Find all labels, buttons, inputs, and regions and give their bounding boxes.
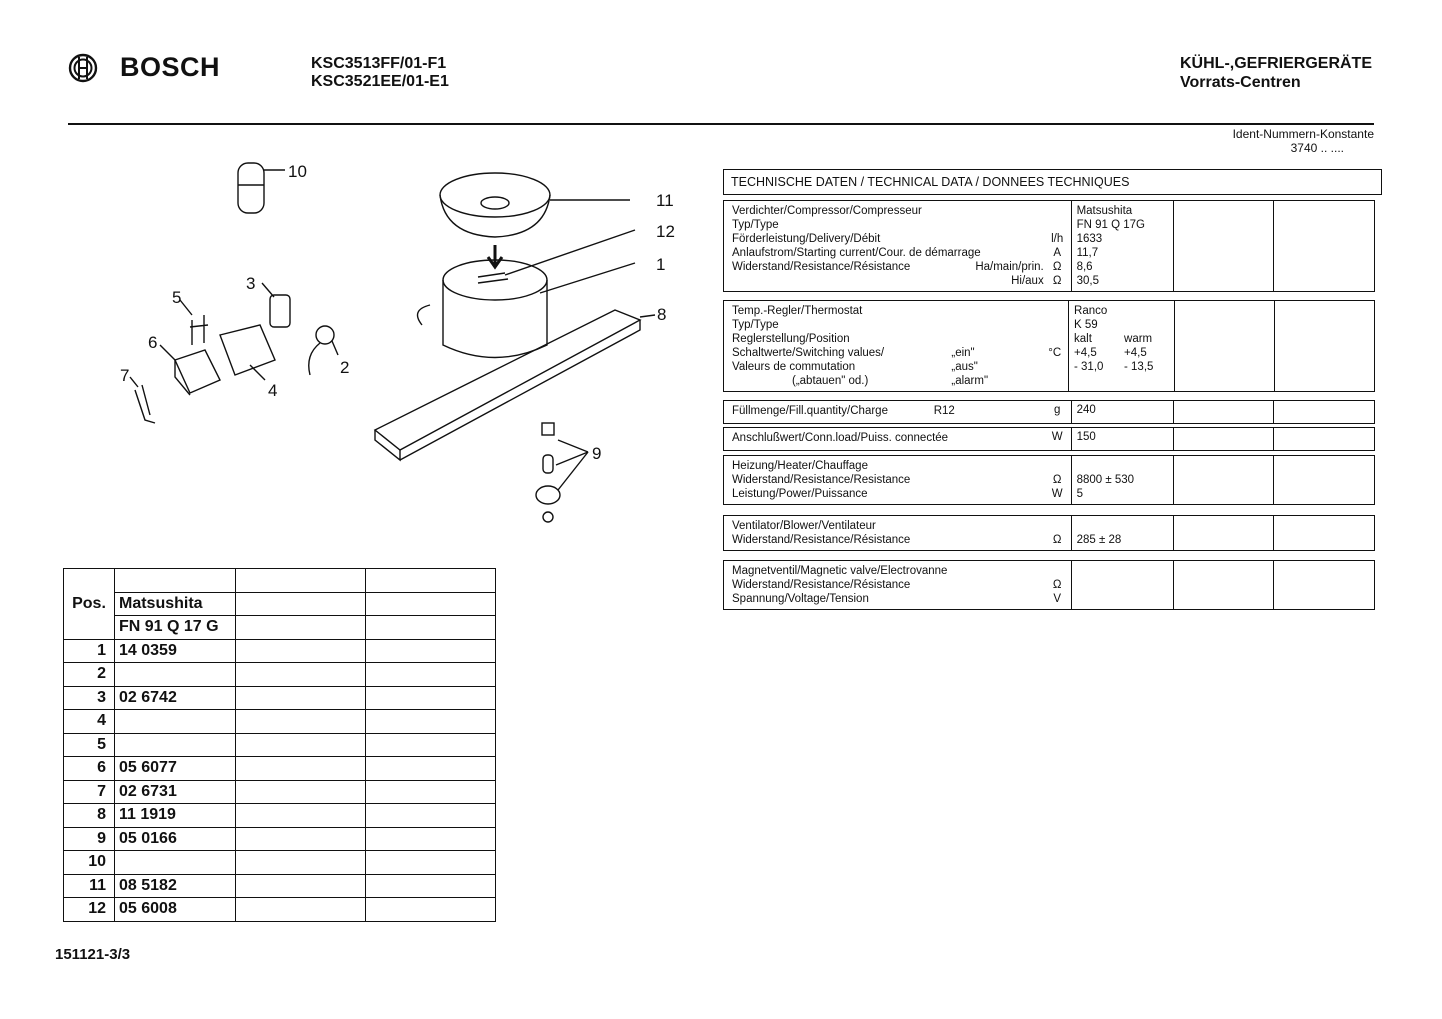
pos-number: 2 xyxy=(64,663,115,687)
value: Matsushita xyxy=(1076,205,1133,217)
type-cell: FN 91 Q 17 G xyxy=(115,616,236,640)
value: 240 xyxy=(1071,401,1173,423)
table-row xyxy=(64,804,496,828)
part-mounting-set xyxy=(536,423,588,522)
part-number xyxy=(115,733,236,757)
unit-label: Ω xyxy=(1052,474,1062,486)
type-label: Typ/Type xyxy=(732,319,779,331)
model-number: KSC3513FF/01-F1 xyxy=(311,55,447,72)
table-row xyxy=(64,874,496,898)
unit-label: V xyxy=(1053,593,1061,605)
heater-label: Heizung/Heater/Chauffage xyxy=(732,460,868,472)
value: K 59 xyxy=(1074,319,1098,331)
valve-label: Magnetventil/Magnetic valve/Electrovanne xyxy=(732,565,948,577)
pos-number: 11 xyxy=(64,874,115,898)
value: 8800 ± 530 xyxy=(1076,474,1135,486)
callout-label: 7 xyxy=(120,366,130,385)
thermostat-section xyxy=(723,300,1375,392)
part-number: 05 6008 xyxy=(115,898,236,922)
pos-number: 5 xyxy=(64,733,115,757)
pos-number: 8 xyxy=(64,804,115,828)
value: - 13,5 xyxy=(1124,361,1154,373)
part-protector xyxy=(220,325,275,380)
value: FN 91 Q 17G xyxy=(1076,219,1145,231)
model-numbers xyxy=(311,55,449,91)
fill-quantity-section xyxy=(723,400,1375,424)
callout-label: 4 xyxy=(268,381,278,400)
part-capacitor xyxy=(238,163,285,213)
on-label: „ein" xyxy=(951,347,975,359)
callout-label: 9 xyxy=(592,444,602,463)
type-label: Typ/Type xyxy=(732,219,779,231)
ident-label: Ident-Nummern-Konstante xyxy=(1232,127,1374,141)
pos-header: Pos. xyxy=(64,569,115,640)
main-winding-label: Ha/main/prin. xyxy=(975,261,1044,273)
commutation-label: Valeurs de commutation xyxy=(732,361,856,373)
thermostat-label: Temp.-Regler/Thermostat xyxy=(732,305,863,317)
unit-label: g xyxy=(1053,404,1061,416)
table-row xyxy=(64,663,496,687)
defrost-label: („abtauen" od.) xyxy=(792,375,869,387)
table-row xyxy=(64,616,496,640)
make-cell: Matsushita xyxy=(115,592,236,616)
unit-label: W xyxy=(1051,431,1063,443)
unit-label: A xyxy=(1053,247,1061,259)
table-row xyxy=(64,639,496,663)
part-number: 02 6742 xyxy=(115,686,236,710)
unit-label: W xyxy=(1051,488,1063,500)
value: - 31,0 xyxy=(1074,361,1104,373)
pos-number: 12 xyxy=(64,898,115,922)
unit-label: Ω xyxy=(1052,534,1062,546)
part-number xyxy=(115,851,236,875)
callout-label: 6 xyxy=(148,333,158,352)
unit-label: Ω xyxy=(1052,261,1062,273)
pos-number: 6 xyxy=(64,757,115,781)
value: 285 ± 28 xyxy=(1076,534,1122,546)
pos-number: 1 xyxy=(64,639,115,663)
callout-label: 8 xyxy=(657,305,667,324)
parts-table-body xyxy=(64,639,496,921)
pos-number: 10 xyxy=(64,851,115,875)
part-number: 14 0359 xyxy=(115,639,236,663)
compressor-label: Verdichter/Compressor/Compresseur xyxy=(732,205,922,217)
resistance-label: Widerstand/Resistance/Résistance xyxy=(732,261,911,273)
callout-label: 1 xyxy=(656,255,666,274)
part-number: 11 1919 xyxy=(115,804,236,828)
delivery-label: Förderleistung/Delivery/Débit xyxy=(732,233,881,245)
part-base-plate xyxy=(375,310,655,460)
voltage-label: Spannung/Voltage/Tension xyxy=(732,593,869,605)
value: 5 xyxy=(1076,488,1083,500)
power-label: Leistung/Power/Puissance xyxy=(732,488,868,500)
part-terminal-cover xyxy=(160,345,220,395)
magnetic-valve-section xyxy=(723,560,1375,610)
product-category xyxy=(1180,54,1372,92)
part-number: 08 5182 xyxy=(115,874,236,898)
callout-label: 12 xyxy=(656,222,675,241)
callout-label: 5 xyxy=(172,288,182,307)
table-row xyxy=(64,851,496,875)
unit-label: Ω xyxy=(1052,579,1062,591)
part-number: 02 6731 xyxy=(115,780,236,804)
connected-load-section xyxy=(723,427,1375,451)
header-divider xyxy=(68,123,1374,125)
value: kalt xyxy=(1074,333,1092,345)
exploded-parts-diagram xyxy=(110,155,710,535)
table-row xyxy=(64,757,496,781)
table-row xyxy=(64,898,496,922)
part-compressor xyxy=(418,230,636,358)
value: warm xyxy=(1124,333,1153,345)
part-cover xyxy=(440,173,630,237)
ident-value: 3740 .. .... xyxy=(1290,141,1344,155)
unit-label: l/h xyxy=(1051,233,1064,245)
category-line: KÜHL-,GEFRIERGERÄTE xyxy=(1180,55,1372,72)
parts-table xyxy=(63,568,496,922)
blower-label: Ventilator/Blower/Ventilateur xyxy=(732,520,876,532)
brand-header xyxy=(68,52,220,83)
table-row xyxy=(64,686,496,710)
bosch-logo-icon xyxy=(68,53,98,83)
part-clip xyxy=(180,300,208,345)
resistance-label: Widerstand/Resistance/Résistance xyxy=(732,579,911,591)
table-row xyxy=(64,827,496,851)
compressor-section xyxy=(723,200,1375,292)
part-cable xyxy=(309,326,338,375)
value: 11,7 xyxy=(1076,247,1099,259)
value: Ranco xyxy=(1074,305,1108,317)
blower-section xyxy=(723,515,1375,551)
pos-number: 3 xyxy=(64,686,115,710)
part-number xyxy=(115,663,236,687)
value: 1633 xyxy=(1076,233,1103,245)
part-number xyxy=(115,710,236,734)
part-number: 05 6077 xyxy=(115,757,236,781)
part-relay xyxy=(262,283,290,327)
value: +4,5 xyxy=(1074,347,1097,359)
resistance-label: Widerstand/Resistance/Resistance xyxy=(732,474,911,486)
alarm-label: „alarm" xyxy=(951,375,989,387)
document-number: 151121-3/3 xyxy=(55,946,131,963)
value: +4,5 xyxy=(1124,347,1147,359)
part-bracket xyxy=(130,377,155,423)
pos-number: 4 xyxy=(64,710,115,734)
part-number: 05 0166 xyxy=(115,827,236,851)
category-line: Vorrats-Centren xyxy=(1180,74,1301,91)
callout-label: 2 xyxy=(340,358,350,377)
pos-number: 7 xyxy=(64,780,115,804)
off-label: „aus" xyxy=(951,361,978,373)
callout-label: 3 xyxy=(246,274,256,293)
fill-label: Füllmenge/Fill.quantity/Charge xyxy=(732,405,888,417)
callout-label: 10 xyxy=(288,162,307,181)
brand-name: BOSCH xyxy=(120,52,221,82)
resistance-label: Widerstand/Resistance/Résistance xyxy=(732,534,911,546)
table-row xyxy=(64,780,496,804)
value: 150 xyxy=(1071,428,1173,450)
unit-label: Ω xyxy=(1052,275,1062,287)
table-row xyxy=(64,733,496,757)
tech-data-title: TECHNISCHE DATEN / TECHNICAL DATA / DONNEES TECHNIQUES xyxy=(723,169,1382,195)
load-label: Anschlußwert/Conn.load/Puiss. connectée xyxy=(732,432,949,444)
table-row xyxy=(64,710,496,734)
table-row xyxy=(64,592,496,616)
starting-current-label: Anlaufstrom/Starting current/Cour. de démarrage xyxy=(732,247,981,259)
unit-label: °C xyxy=(1048,347,1062,359)
aux-winding-label: Hi/aux xyxy=(1011,275,1044,287)
heater-section xyxy=(723,455,1375,505)
model-number: KSC3521EE/01-E1 xyxy=(311,73,449,90)
refrigerant-label: R12 xyxy=(933,405,955,417)
value: 30,5 xyxy=(1076,275,1099,287)
value: 8,6 xyxy=(1076,261,1093,273)
switching-label: Schaltwerte/Switching values/ xyxy=(732,347,885,359)
pos-number: 9 xyxy=(64,827,115,851)
callout-label: 11 xyxy=(656,191,674,210)
table-row xyxy=(64,569,496,593)
position-label: Reglerstellung/Position xyxy=(732,333,850,345)
ident-number xyxy=(1233,127,1374,155)
